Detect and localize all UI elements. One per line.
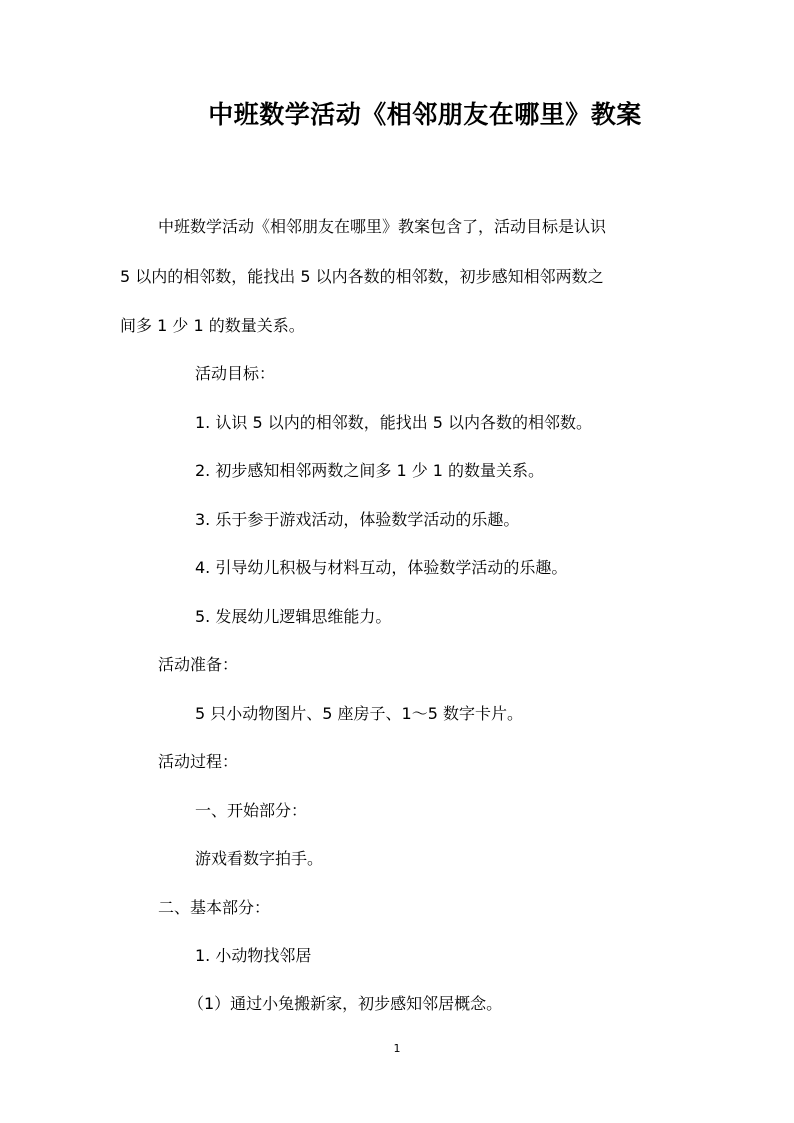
- goal-item-5: 5. 发展幼儿逻辑思维能力。: [195, 607, 392, 626]
- goal-item-4: 4. 引导幼儿积极与材料互动，体验数学活动的乐趣。: [195, 558, 568, 577]
- goal-item-2: 2. 初步感知相邻两数之间多 1 少 1 的数量关系。: [195, 461, 545, 480]
- part1-text: 游戏看数字拍手。: [195, 849, 324, 868]
- page-number: 1: [393, 1042, 401, 1055]
- document-title: 中班数学活动《相邻朋友在哪里》教案: [208, 100, 642, 129]
- prep-text: 5 只小动物图片、5 座房子、1～5 数字卡片。: [195, 704, 523, 723]
- prep-heading: 活动准备：: [158, 655, 239, 674]
- part2-item-1-sub-1: （1）通过小兔搬新家，初步感知邻居概念。: [188, 994, 503, 1013]
- part2-item-1: 1. 小动物找邻居: [195, 946, 312, 965]
- intro-line-2: 5 以内的相邻数，能找出 5 以内各数的相邻数，初步感知相邻两数之: [120, 267, 604, 286]
- part2-heading: 二、基本部分：: [158, 898, 271, 917]
- intro-line-3: 间多 1 少 1 的数量关系。: [120, 316, 305, 335]
- goal-item-3: 3. 乐于参于游戏活动，体验数学活动的乐趣。: [195, 510, 520, 529]
- goal-item-1: 1. 认识 5 以内的相邻数，能找出 5 以内各数的相邻数。: [195, 413, 593, 432]
- intro-line-1: 中班数学活动《相邻朋友在哪里》教案包含了，活动目标是认识: [158, 217, 607, 236]
- part1-heading: 一、开始部分：: [195, 801, 308, 820]
- process-heading: 活动过程：: [158, 752, 239, 771]
- goals-heading: 活动目标：: [195, 364, 276, 383]
